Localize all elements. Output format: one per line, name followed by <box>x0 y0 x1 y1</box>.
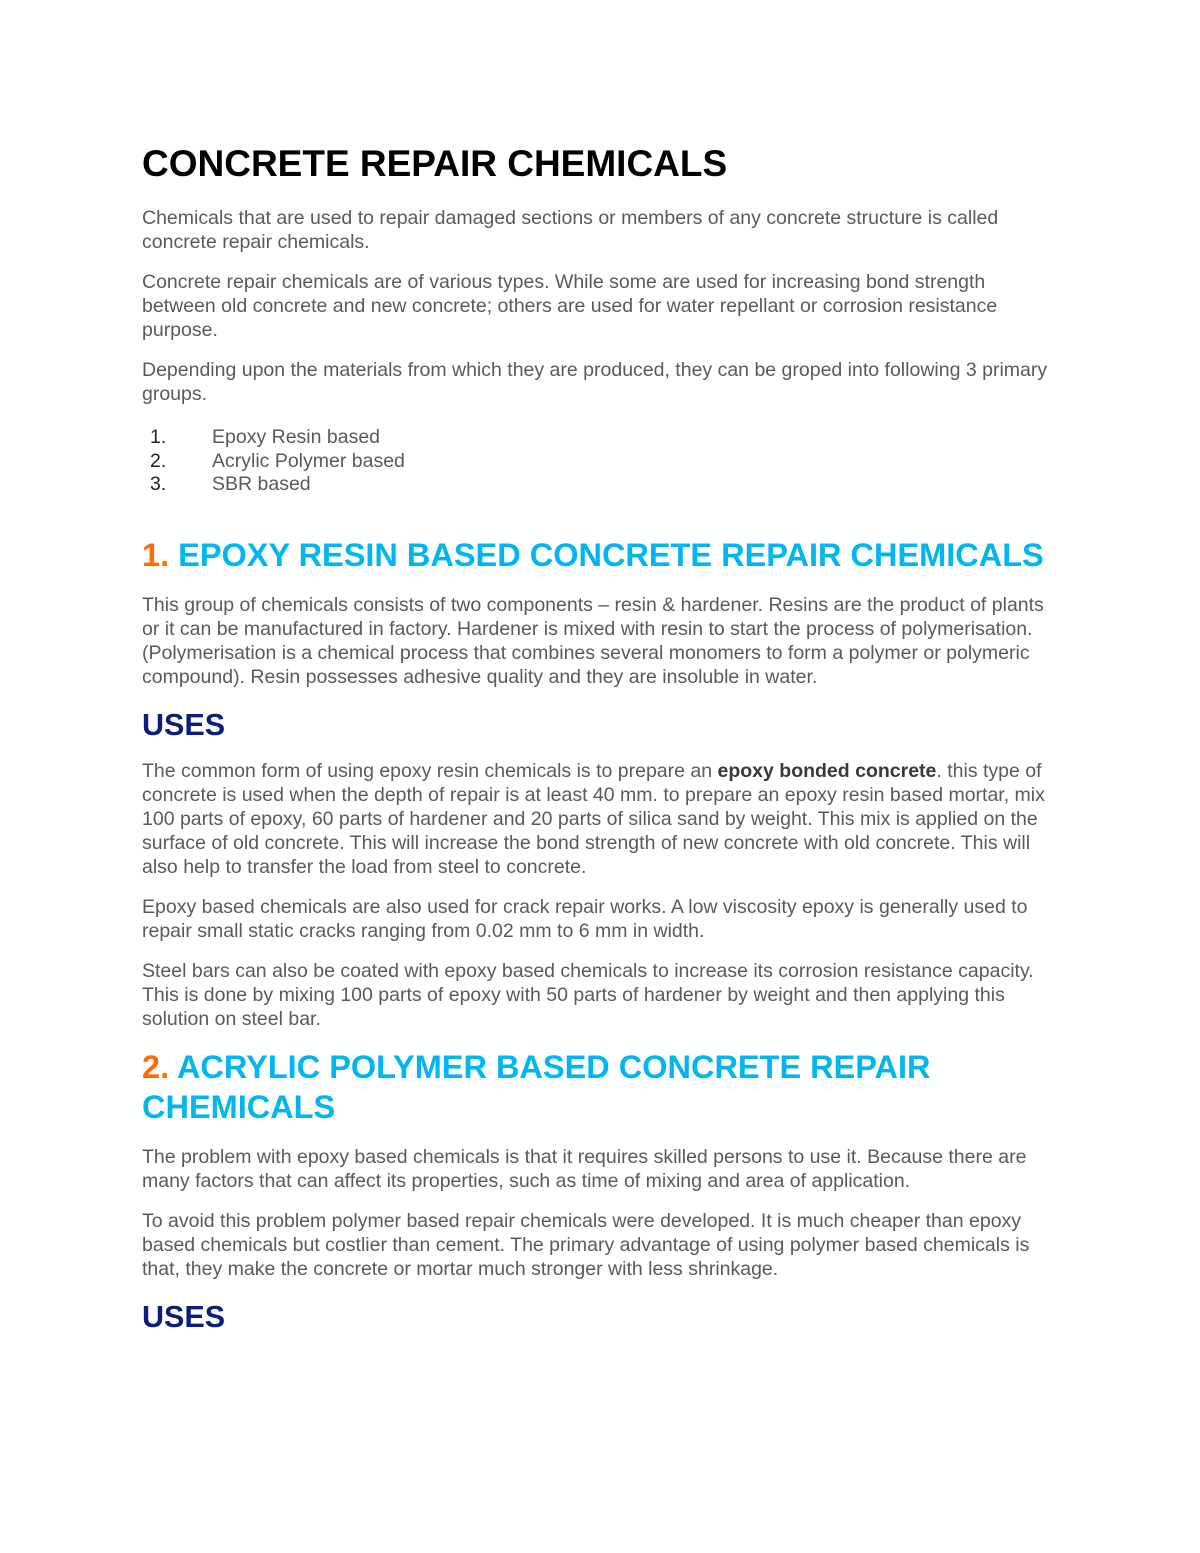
uses-heading: USES <box>142 1299 226 1334</box>
uses-paragraph <box>142 759 1062 879</box>
list-item-label: Acrylic Polymer based <box>212 449 405 472</box>
section-number: 1. <box>142 536 170 573</box>
document-title: CONCRETE REPAIR CHEMICALS <box>142 143 728 184</box>
section-paragraph: To avoid this problem polymer based repair chemicals were developed. It is much cheaper than epoxy based chemicals but costlier than cement. The primary advantage of using polymer based chemicals is that, they make the concrete or mortar much stronger with less shrinkage. <box>142 1209 1030 1280</box>
list-item-number: 3. <box>150 473 167 495</box>
uses-text: The common form of using epoxy resin chemicals is to prepare an <box>142 759 718 782</box>
document-page <box>142 140 1062 1351</box>
intro-paragraph: Chemicals that are used to repair damaged sections or members of any concrete structure is called concrete repair chemicals. <box>142 207 999 253</box>
uses-paragraph: Epoxy based chemicals are also used for crack repair works. A low viscosity epoxy is generally used to repair small static cracks ranging from 0.02 mm to 6 mm in width. <box>142 895 1028 942</box>
groups-list <box>142 426 1062 497</box>
intro-paragraph: Depending upon the materials from which they are produced, they can be groped into following 3 primary groups. <box>142 359 1048 405</box>
section-number: 2. <box>142 1048 170 1085</box>
section-heading-text: ACRYLIC POLYMER BASED CONCRETE REPAIR CHEMICALS <box>142 1048 931 1125</box>
list-item <box>142 426 1062 450</box>
list-item-label: Epoxy Resin based <box>212 426 381 448</box>
section-paragraph: This group of chemicals consists of two components – resin & hardener. Resins are the product of plants or it can be manufactured in factory. Hardener is mixed with resin to start the process of polymerisation. (Polymerisation is a chemical process that combines several monomers to form a polymer or polymeric compound). Resin possesses adhesive quality and they are insoluble in water. <box>142 593 1044 688</box>
section-heading-epoxy <box>142 535 1062 575</box>
section-heading-text: EPOXY RESIN BASED CONCRETE REPAIR CHEMICALS <box>178 536 1044 573</box>
section-paragraph: The problem with epoxy based chemicals is that it requires skilled persons to use it. Because there are many factors that can affect its properties, such as time of mixing and area of application. <box>142 1145 1027 1192</box>
uses-text: . this type of concrete is used when the depth of repair is at least 40 mm. to prepare an epoxy resin based mortar, mix 100 parts of epoxy, 60 parts of hardener and 20 parts of silica sand by weight. This mix is applied on the surface of old concrete. This will increase the bond strength of new concrete with old concrete. This will also help to transfer the load from steel to concrete. <box>142 759 1045 878</box>
list-item-label: SBR based <box>212 473 311 495</box>
list-item-number: 2. <box>150 449 167 472</box>
uses-heading: USES <box>142 707 226 742</box>
list-item-number: 1. <box>150 426 167 448</box>
list-item <box>142 473 1062 497</box>
intro-paragraph: Concrete repair chemicals are of various types. While some are used for increasing bond strength between old concrete and new concrete; others are used for water repellant or corrosion resistance purpose. <box>142 271 998 341</box>
bold-term: epoxy bonded concrete <box>717 759 937 782</box>
uses-paragraph: Steel bars can also be coated with epoxy based chemicals to increase its corrosion resistance capacity. This is done by mixing 100 parts of epoxy with 50 parts of hardener by weight and then applying this solution on steel bar. <box>142 959 1034 1030</box>
list-item <box>142 450 1062 474</box>
section-heading-acrylic <box>142 1047 1062 1127</box>
